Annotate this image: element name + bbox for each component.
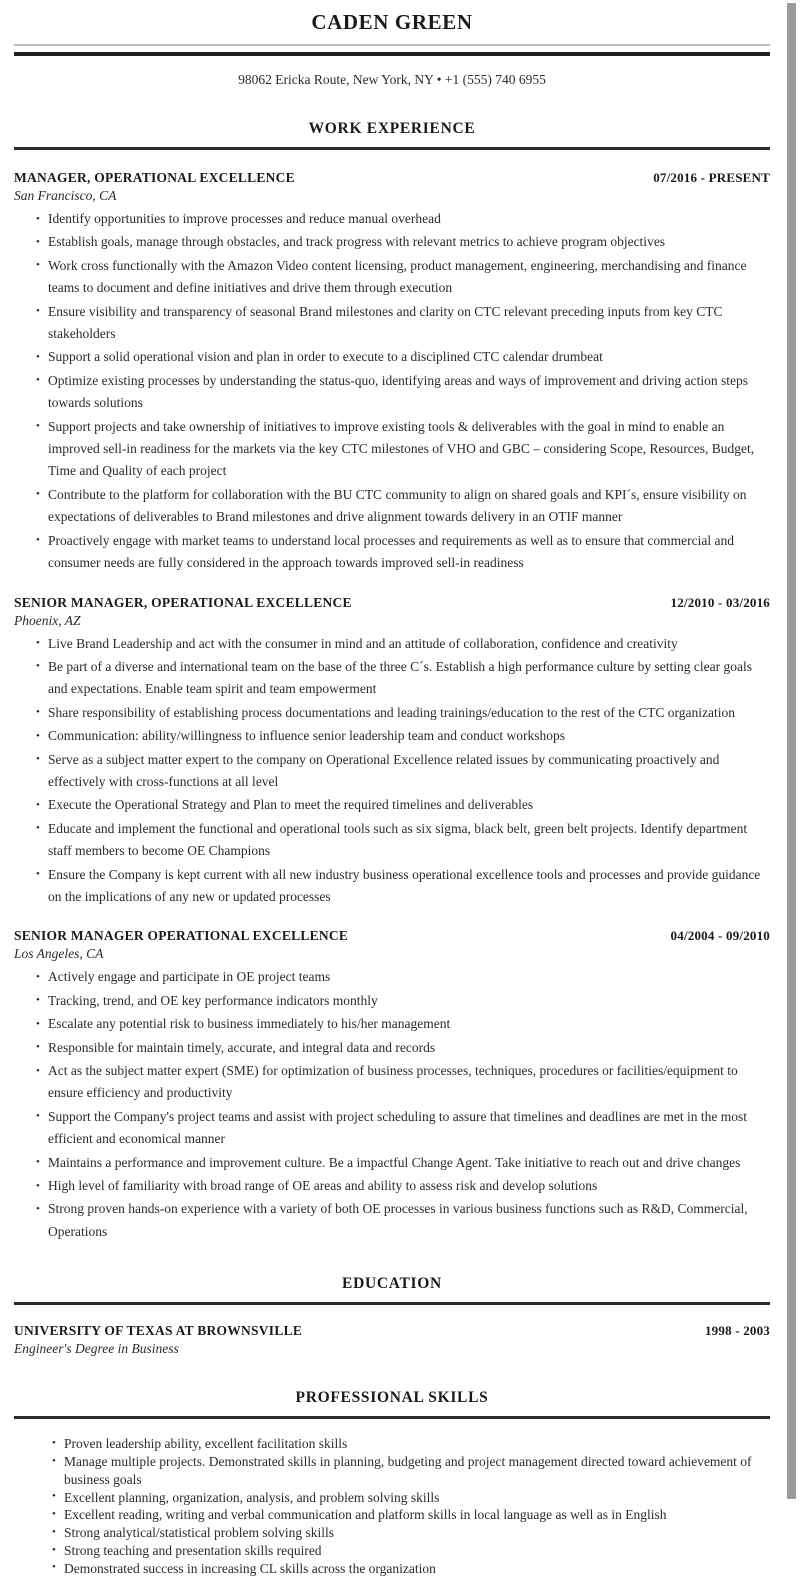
job-location: Phoenix, AZ — [14, 612, 81, 628]
job-bullet: • Be part of a diverse and international team on the base of the three C´s. Establish a high performance culture by setting clear goals and expectations. Enable team spirit and team empowerment — [14, 656, 770, 701]
skill-item: • Strong teaching and presentation skills required — [14, 1542, 770, 1560]
job-bullet: • Support the Company's project teams and assist with project scheduling to assure that timelines and deadlines are met in the most efficient and economical manner — [14, 1106, 770, 1151]
job-bullet: • Act as the subject matter expert (SME) for optimization of business processes, techniques, procedures or facilities/equipment to ensure efficiency and productivity — [14, 1060, 770, 1105]
job-bullet: • Support a solid operational vision and plan in order to execute to a disciplined CTC calendar drumbeat — [14, 346, 770, 368]
section-divider-skills — [14, 1416, 770, 1419]
page-title: CADEN GREEN — [311, 10, 473, 34]
section-divider-education — [14, 1302, 770, 1305]
job-bullet: • Establish goals, manage through obstacles, and track progress with relevant metrics to achieve program objectives — [14, 231, 770, 253]
job-bullet: • Work cross functionally with the Amazon Video content licensing, product management, engineering, merchandising and finance teams to document and define initiatives and drive them through execution — [14, 255, 770, 300]
job-bullet: • Escalate any potential risk to business immediately to his/her management — [14, 1013, 770, 1035]
job-bullet: • Ensure visibility and transparency of seasonal Brand milestones and clarity on CTC relevant preceding inputs from key CTC stakeholders — [14, 301, 770, 346]
job-title: SENIOR MANAGER OPERATIONAL EXCELLENCE — [14, 928, 349, 944]
work-experience-entry — [14, 170, 770, 575]
job-bullet-list — [14, 208, 770, 575]
job-bullet-list — [14, 633, 770, 909]
contact-line: 98062 Ericka Route, New York, NY • +1 (555) 740 6955 — [238, 72, 546, 87]
job-bullet: • Strong proven hands-on experience with a variety of both OE processes in various business functions such as R&D, Commercial, Operations — [14, 1198, 770, 1243]
job-bullet: • Optimize existing processes by understanding the status-quo, identifying areas and ways of improvement and driving action steps towards solutions — [14, 370, 770, 415]
job-bullet: • Responsible for maintain timely, accurate, and integral data and records — [14, 1037, 770, 1059]
job-bullet: • Execute the Operational Strategy and Plan to meet the required timelines and deliverables — [14, 794, 770, 816]
education-list — [14, 1323, 770, 1357]
section-divider-work-experience — [14, 147, 770, 150]
work-experience-entry — [14, 928, 770, 1243]
job-bullet: • Communication: ability/willingness to influence senior leadership team and conduct workshops — [14, 725, 770, 747]
job-bullet: • Maintains a performance and improvement culture. Be a impactful Change Agent. Take initiative to reach out and drive changes — [14, 1152, 770, 1174]
skill-item: • Manage multiple projects. Demonstrated skills in planning, budgeting and project management directed toward achievement of business goals — [14, 1453, 770, 1489]
job-dates: 12/2010 - 03/2016 — [670, 594, 770, 610]
job-bullet: • Ensure the Company is kept current with all new industry business operational excellence tools and processes and provide guidance on the implications of any new or updated processes — [14, 864, 770, 909]
job-bullet: • Identify opportunities to improve processes and reduce manual overhead — [14, 208, 770, 230]
job-bullet: • Tracking, trend, and OE key performance indicators monthly — [14, 990, 770, 1012]
skill-item: • Proven leadership ability, excellent facilitation skills — [14, 1435, 770, 1453]
job-bullet: • Serve as a subject matter expert to the company on Operational Excellence related issues by communicating proactively and effectively with cross-functions at all level — [14, 749, 770, 794]
job-dates: 04/2004 - 09/2010 — [670, 928, 770, 944]
job-bullet: • Contribute to the platform for collaboration with the BU CTC community to align on shared goals and KPI´s, ensure visibility on expectations of deliverables to Brand milestones and drive alignment towards delivery in an OTIF manner — [14, 484, 770, 529]
job-bullet: • Actively engage and participate in OE project teams — [14, 966, 770, 988]
entry-header — [14, 928, 770, 944]
work-experience-entry — [14, 595, 770, 909]
degree-name: Engineer's Degree in Business — [14, 1341, 179, 1357]
education-entry — [14, 1323, 770, 1357]
work-experience-list — [14, 170, 770, 1243]
scrollbar-track[interactable] — [784, 0, 800, 1506]
skill-item: • Excellent planning, organization, analysis, and problem solving skills — [14, 1489, 770, 1507]
skills-list — [14, 1435, 770, 1577]
job-bullet-list — [14, 966, 770, 1243]
skill-item: • Strong analytical/statistical problem solving skills — [14, 1524, 770, 1542]
job-dates: 07/2016 - PRESENT — [653, 170, 770, 185]
section-title-professional-skills: PROFESSIONAL SKILLS — [295, 1389, 489, 1407]
job-bullet: • Support projects and take ownership of initiatives to improve existing tools & deliverables with the goal in mind to enable an improved sell-in readiness for the markets via the key CTC milestones of VHO and GBC – considering Scope, Resources, Budget, Time and Quality of each project — [14, 416, 770, 483]
entry-header — [14, 595, 770, 611]
job-bullet: • Share responsibility of establishing process documentations and leading trainings/education to the rest of the CTC organization — [14, 702, 770, 724]
job-location: Los Angeles, CA — [14, 946, 104, 962]
skill-item: • Demonstrated success in increasing CL skills across the organization — [14, 1560, 770, 1578]
entry-header — [14, 1323, 770, 1339]
header-divider — [14, 44, 770, 56]
education-dates: 1998 - 2003 — [704, 1323, 770, 1339]
job-title: SENIOR MANAGER, OPERATIONAL EXCELLENCE — [14, 594, 352, 610]
scrollbar-thumb[interactable] — [787, 3, 796, 1499]
skill-item: • Excellent reading, writing and verbal communication and platform skills in local language as well as in English — [14, 1506, 770, 1524]
job-location: San Francisco, CA — [14, 188, 117, 203]
job-bullet: • High level of familiarity with broad range of OE areas and ability to assess risk and develop solutions — [14, 1175, 770, 1197]
section-title-education: EDUCATION — [342, 1275, 442, 1293]
section-title-work-experience: WORK EXPERIENCE — [308, 120, 476, 137]
job-bullet: • Proactively engage with market teams to understand local processes and requirements as well as to ensure that commercial and consumer needs are fully considered in the approach towards improved sell-in readiness — [14, 530, 770, 575]
job-bullet: • Live Brand Leadership and act with the consumer in mind and an attitude of collaboration, confidence and creativity — [14, 633, 770, 655]
job-title: MANAGER, OPERATIONAL EXCELLENCE — [14, 170, 295, 185]
entry-header — [14, 170, 770, 186]
job-bullet: • Educate and implement the functional and operational tools such as six sigma, black belt, green belt projects. Identify department staff members to become OE Champions — [14, 818, 770, 863]
school-name: UNIVERSITY OF TEXAS AT BROWNSVILLE — [14, 1323, 303, 1339]
